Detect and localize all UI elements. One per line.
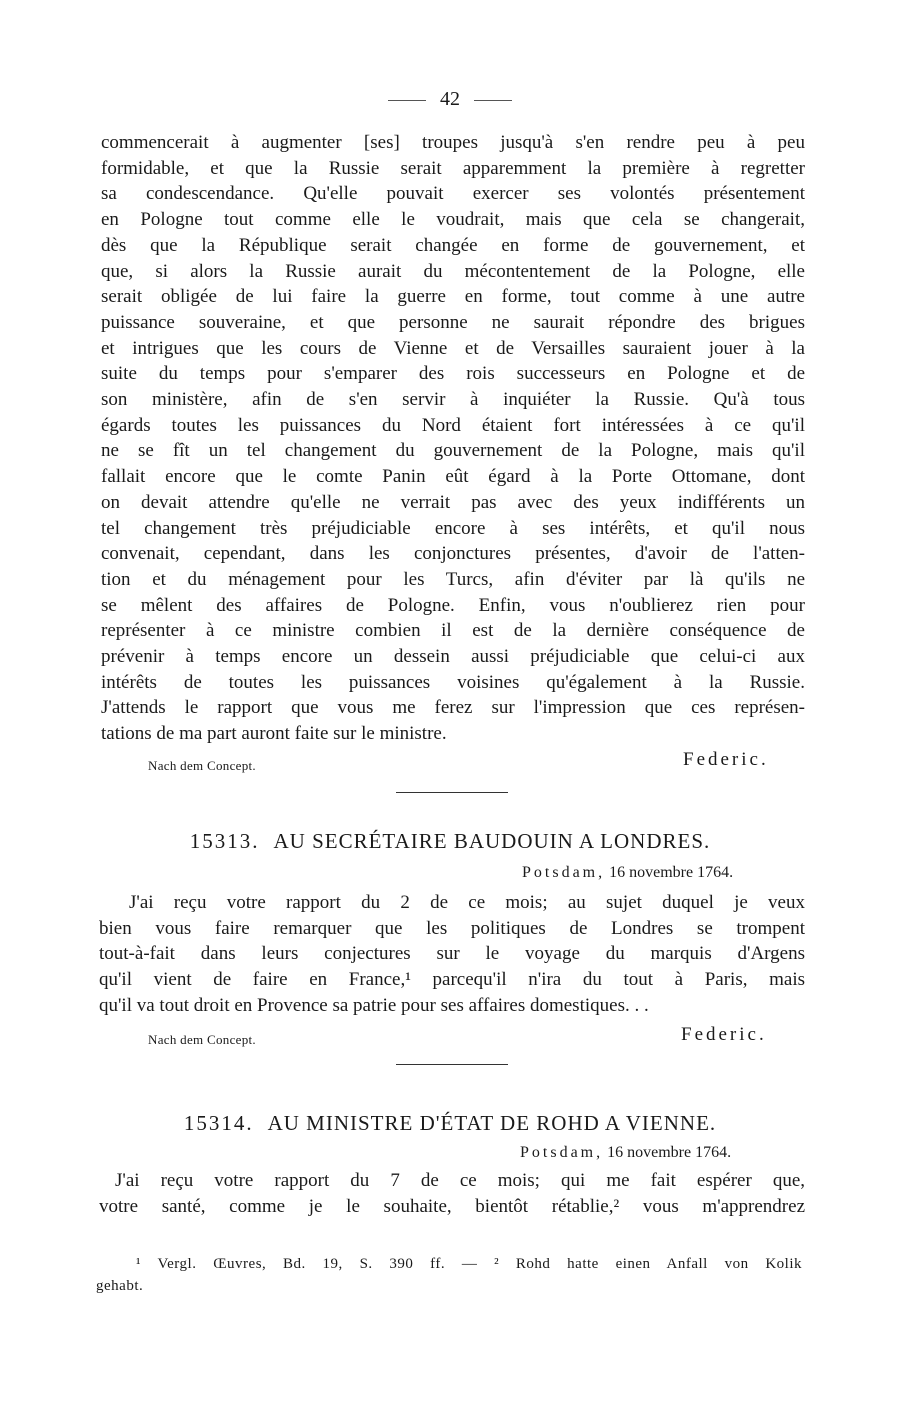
text-line: tion et du ménagement pour les Turcs, afin d'éviter par là qu'ils ne: [101, 568, 805, 590]
letter-body: [99, 1168, 805, 1219]
text-line: en Pologne tout comme elle le voudrait, mais que cela se changerait,: [101, 209, 805, 231]
footnote-line: ¹ Vergl. Œuvres, Bd. 19, S. 390 ff. — ² Rohd hatte einen Anfall von Kolik: [136, 1256, 802, 1272]
text-line: puissance souveraine, et que personne ne saurait répondre des brigues: [101, 311, 805, 333]
footnotes: [96, 1253, 802, 1297]
text-line: qu'il va tout droit en Provence sa patrie pour ses affaires domestiques. . .: [99, 994, 649, 1016]
text-line: représenter à ce ministre combien il est de la dernière conséquence de: [101, 620, 805, 642]
text-line: sa condescendance. Qu'elle pouvait exercer ses volontés présentement: [101, 183, 805, 205]
text-line: bien vous faire remarquer que les politiques de Londres se trompent: [99, 917, 805, 939]
header-rule-right: [474, 100, 512, 101]
text-line: convenait, cependant, dans les conjonctures présentes, d'avoir de l'atten-: [101, 543, 805, 565]
source-note: Nach dem Concept.: [148, 1032, 256, 1047]
letter-number: 15314.: [183, 1111, 254, 1135]
letter-title: AU SECRÉTAIRE BAUDOUIN A LONDRES.: [273, 829, 711, 853]
dateline-date: 16 novembre 1764.: [607, 1144, 732, 1161]
letter-heading: [0, 1111, 900, 1136]
text-line: tations de ma part auront faite sur le ministre.: [101, 723, 447, 745]
text-line: son ministère, afin de s'en servir à inquiéter la Russie. Qu'à tous: [101, 389, 805, 411]
text-line: dès que la République serait changée en forme de gouvernement, et: [101, 234, 805, 256]
text-line: commencerait à augmenter [ses] troupes jusqu'à s'en rendre peu à peu: [101, 132, 805, 153]
source-note: Nach dem Concept.: [148, 758, 256, 773]
text-line: ne se fît un tel changement du gouvernement de la Pologne, mais qu'il: [101, 440, 805, 462]
dateline: [520, 1144, 731, 1162]
text-line: J'ai reçu votre rapport du 2 de ce mois; au sujet duquel je veux: [129, 892, 805, 913]
dateline-place: Potsdam,: [522, 864, 606, 881]
text-line: on devait attendre qu'elle ne verrait pas avec des yeux indifférents un: [101, 491, 805, 513]
text-line: formidable, et que la Russie serait apparemment la première à regretter: [101, 157, 805, 179]
text-line: que, si alors la Russie aurait du mécontentement de la Pologne, elle: [101, 260, 805, 282]
signature: Federic.: [683, 749, 769, 770]
dateline-place: Potsdam,: [520, 1144, 604, 1161]
text-line: intérêts de toutes les puissances voisines qu'également à la Russie.: [101, 671, 805, 693]
text-line: votre santé, comme je le souhaite, bientôt rétablie,² vous m'apprendrez: [99, 1195, 805, 1217]
dateline-date: 16 novembre 1764.: [609, 864, 734, 881]
text-line: égards toutes les puissances du Nord étaient fort intéressées à ce qu'il: [101, 414, 805, 436]
text-line: serait obligée de lui faire la guerre en forme, tout comme à une autre: [101, 286, 805, 308]
signature: Federic.: [681, 1024, 767, 1045]
text-line: qu'il vient de faire en France,¹ parcequ'il n'ira du tout à Paris, mais: [99, 969, 805, 991]
text-line: fallait encore que le comte Panin eût égard à la Porte Ottomane, dont: [101, 466, 805, 488]
header-rule-left: [388, 100, 426, 101]
page-number-header: [0, 88, 900, 111]
text-line: J'attends le rapport que vous me ferez sur l'impression que ces représen-: [101, 697, 805, 719]
text-line: tout-à-fait dans leurs conjectures sur le voyage du marquis d'Argens: [99, 943, 805, 965]
dateline: [522, 864, 733, 882]
section-divider: [396, 1064, 508, 1065]
text-line: se mêlent des affaires de Pologne. Enfin, vous n'oublierez rien pour: [101, 594, 805, 616]
text-line: J'ai reçu votre rapport du 7 de ce mois; qui me fait espérer que,: [115, 1170, 805, 1191]
text-line: et intrigues que les cours de Vienne et de Versailles sauraient jouer à la: [101, 337, 805, 359]
text-line: prévenir à temps encore un dessein aussi préjudiciable que celui-ci aux: [101, 646, 805, 668]
letter-title: AU MINISTRE D'ÉTAT DE ROHD A VIENNE.: [267, 1111, 717, 1135]
letter-heading: [0, 829, 900, 854]
continuation-paragraph: [101, 130, 805, 747]
letter-body: [99, 890, 805, 1019]
page-number: 42: [440, 88, 460, 110]
letter-number: 15313.: [189, 829, 260, 853]
text-line: suite du temps pour s'emparer des rois successeurs en Pologne et de: [101, 363, 805, 385]
section-divider: [396, 792, 508, 793]
text-line: tel changement très préjudiciable encore à ses intérêts, et qu'il nous: [101, 517, 805, 539]
footnote-line: gehabt.: [96, 1278, 144, 1294]
